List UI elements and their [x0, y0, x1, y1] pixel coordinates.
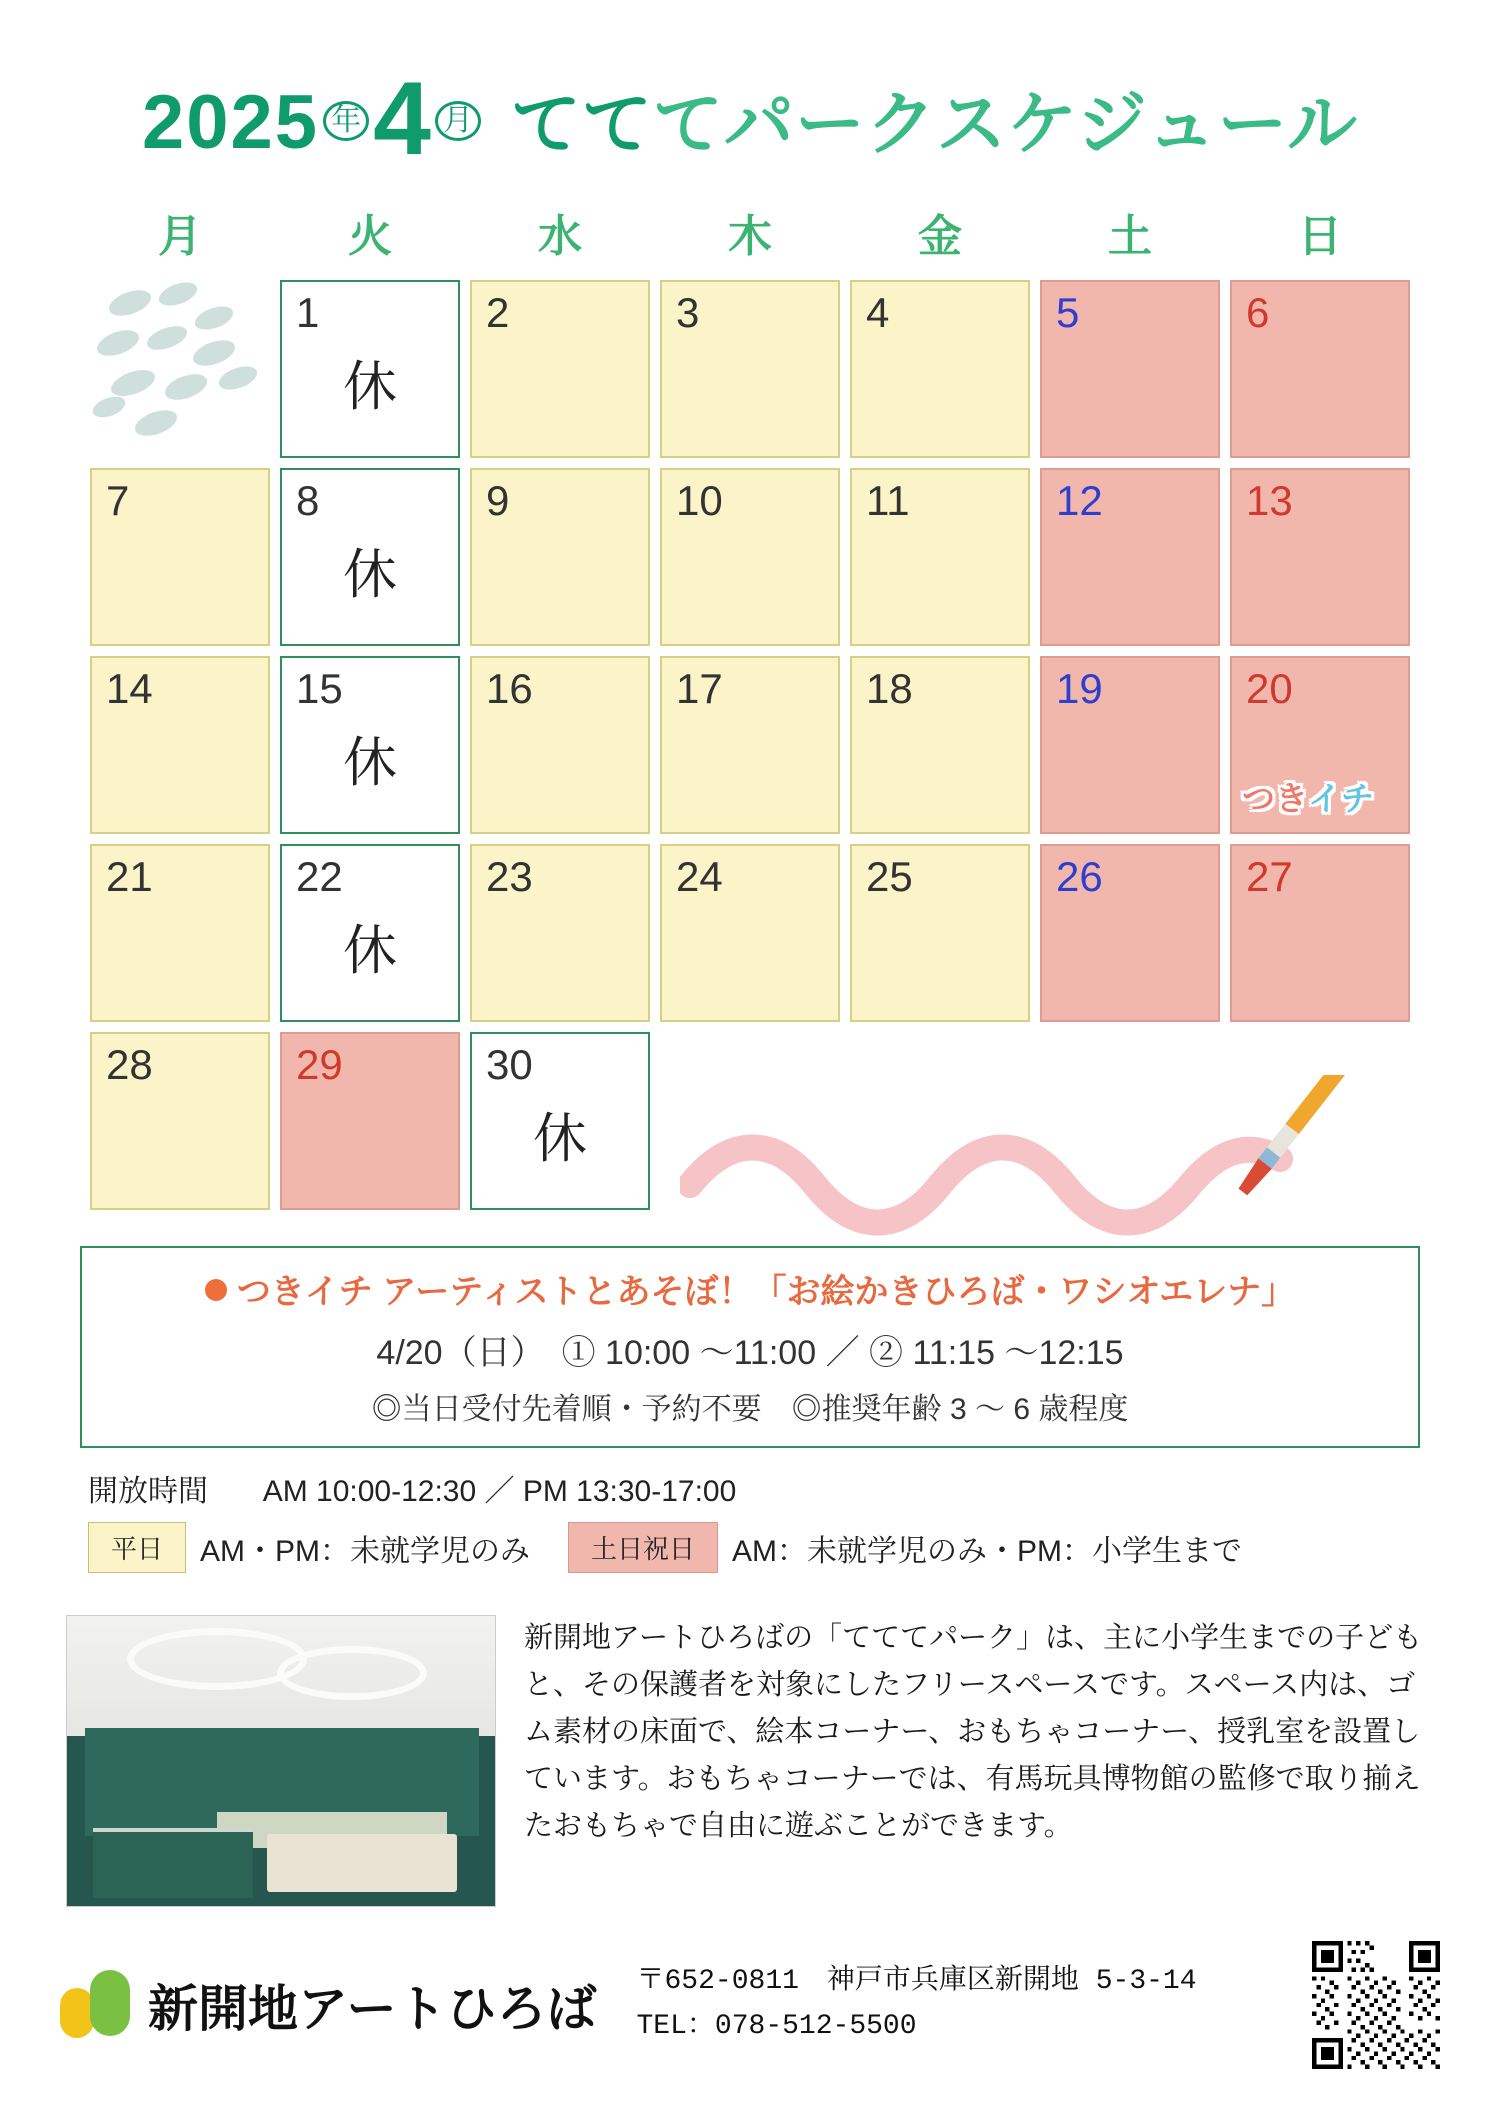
calendar-header-row	[90, 199, 1410, 270]
legend-weekday-note: AM・PM：未就学児のみ	[200, 1534, 531, 1568]
event-times: 4/20（日） ① 10:00 〜11:00 ／ ② 11:15 〜12:15	[376, 1334, 1124, 1372]
calendar-cell	[470, 468, 650, 646]
day-number: 14	[106, 665, 153, 712]
calendar-day-15[interactable]	[280, 656, 460, 834]
calendar-cell	[90, 1032, 270, 1210]
calendar-cell	[90, 280, 270, 458]
day-number: 8	[296, 477, 320, 524]
calendar-day-30[interactable]	[470, 1032, 650, 1210]
day-number: 10	[676, 477, 723, 524]
day-number: 16	[486, 665, 533, 712]
event-title-row	[92, 1264, 1408, 1313]
calendar-cell	[90, 468, 270, 646]
calendar-day-26[interactable]	[1040, 844, 1220, 1022]
day-number: 23	[486, 853, 533, 900]
calendar-day-8[interactable]	[280, 468, 460, 646]
calendar-week-row	[90, 656, 1410, 834]
calendar-day-4[interactable]	[850, 280, 1030, 458]
weekday-header-sun: 日	[1298, 212, 1342, 261]
calendar-day-22[interactable]	[280, 844, 460, 1022]
closed-mark: 休	[343, 545, 397, 605]
logo-leaf-yellow	[60, 1988, 94, 2038]
day-number: 19	[1056, 665, 1103, 712]
calendar-cell	[90, 844, 270, 1022]
calendar-cell	[280, 844, 460, 1022]
calendar-day-3[interactable]	[660, 280, 840, 458]
calendar-day-28[interactable]	[90, 1032, 270, 1210]
calendar-cell	[470, 280, 650, 458]
footer	[0, 1941, 1500, 2069]
tsukiichi-badge: つきイチ	[1242, 780, 1374, 817]
calendar-week-row	[90, 1032, 1410, 1210]
day-number: 3	[676, 289, 700, 336]
calendar-day-16[interactable]	[470, 656, 650, 834]
qr-code-icon	[1312, 1941, 1440, 2069]
calendar-day-2[interactable]	[470, 280, 650, 458]
stone-shape	[106, 285, 155, 321]
calendar-week-row	[90, 844, 1410, 1022]
day-number: 17	[676, 665, 723, 712]
opening-hours	[88, 1466, 1500, 1573]
calendar-cell	[660, 844, 840, 1022]
bullet-dot-icon	[205, 1279, 227, 1301]
legend-holiday-note: AM：未就学児のみ・PM：小学生まで	[732, 1534, 1243, 1568]
calendar-cell	[850, 844, 1030, 1022]
calendar-day-12[interactable]	[1040, 468, 1220, 646]
calendar-week-row	[90, 280, 1410, 458]
event-notes: ◎当日受付先着順・予約不要 ◎推奨年齢 3 〜 6 歳程度	[371, 1393, 1129, 1426]
telephone: TEL：078-512-5500	[636, 2011, 917, 2042]
stone-shape	[132, 405, 181, 441]
calendar-day-27[interactable]	[1230, 844, 1410, 1022]
weekday-header-tue: 火	[348, 212, 392, 261]
calendar-day-10[interactable]	[660, 468, 840, 646]
stone-shape	[144, 321, 190, 354]
calendar-day-19[interactable]	[1040, 656, 1220, 834]
calendar-day-24[interactable]	[660, 844, 840, 1022]
title-month: 4	[373, 61, 431, 177]
hours-row-time	[88, 1466, 1500, 1510]
calendar-day-21[interactable]	[90, 844, 270, 1022]
hours-label: 開放時間	[88, 1475, 208, 1508]
calendar-cell	[90, 656, 270, 834]
calendar-cell	[850, 280, 1030, 458]
calendar-week-row	[90, 468, 1410, 646]
about-section	[0, 1615, 1500, 1907]
day-number: 20	[1246, 665, 1293, 712]
day-number: 13	[1246, 477, 1293, 524]
stone-shape	[162, 369, 211, 405]
day-number: 15	[296, 665, 343, 712]
contact-info	[637, 1960, 1197, 2050]
stone-shape	[94, 325, 143, 361]
day-number: 22	[296, 853, 343, 900]
calendar-day-25[interactable]	[850, 844, 1030, 1022]
calendar-cell	[280, 656, 460, 834]
calendar-day-20[interactable]	[1230, 656, 1410, 834]
title-year-kanji: 年	[323, 101, 369, 141]
calendar-cell	[280, 1032, 460, 1210]
stone-shape	[216, 362, 260, 394]
calendar-cell	[660, 1032, 840, 1210]
calendar-cell	[1230, 468, 1410, 646]
weekday-header-wed: 水	[538, 212, 582, 261]
calendar-cell	[1040, 1032, 1220, 1210]
day-number: 24	[676, 853, 723, 900]
calendar-day-11[interactable]	[850, 468, 1030, 646]
page-title	[0, 0, 1500, 189]
about-description: 新開地アートひろばの「てててパーク」は、主に小学生までの子どもと、その保護者を対象にしたフリースペースです。スペース内は、ゴム素材の床面で、絵本コーナー、おもちゃコーナー、授乳室を設置しています。おもちゃコーナーでは、有馬玩具博物館の監修で取り揃えたおもちゃで自由に遊ぶことができます。	[524, 1622, 1423, 1842]
weekday-header-mon: 月	[158, 212, 202, 261]
postal-address: 〒652-0811 神戸市兵庫区新開地 5-3-14	[636, 1966, 1197, 1998]
calendar-day-29[interactable]	[280, 1032, 460, 1210]
calendar-day-13[interactable]	[1230, 468, 1410, 646]
calendar-day-7[interactable]	[90, 468, 270, 646]
weekday-header-sat: 土	[1108, 212, 1152, 261]
logo-text: 新開地アートひろば	[148, 1981, 597, 2037]
shinkaichi-logo-icon	[60, 1970, 136, 2040]
day-number: 29	[296, 1041, 343, 1088]
day-number: 30	[486, 1041, 533, 1088]
day-number: 27	[1246, 853, 1293, 900]
day-number: 6	[1246, 289, 1270, 336]
closed-mark: 休	[343, 921, 397, 981]
calendar-table	[80, 189, 1420, 1220]
calendar-cell	[1040, 656, 1220, 834]
day-number: 1	[296, 289, 320, 336]
closed-mark: 休	[343, 733, 397, 793]
day-number: 2	[486, 289, 510, 336]
calendar-day-empty	[1040, 1032, 1220, 1210]
calendar-cell	[1230, 656, 1410, 834]
calendar-cell	[280, 280, 460, 458]
day-number: 21	[106, 853, 153, 900]
hours-row-legend	[88, 1522, 1500, 1573]
calendar-day-9[interactable]	[470, 468, 650, 646]
stone-shape	[90, 393, 128, 422]
calendar-day-1[interactable]	[280, 280, 460, 458]
weekday-header-fri: 金	[918, 212, 962, 261]
photo-light-loop-2	[277, 1646, 427, 1700]
day-number: 11	[866, 477, 910, 524]
calendar-cell	[470, 656, 650, 834]
day-number: 26	[1056, 853, 1103, 900]
calendar-cell	[850, 1032, 1030, 1210]
event-title: つきイチ アーティストとあそぼ！「お絵かきひろば・ワシオエレナ」	[236, 1273, 1296, 1311]
event-box	[80, 1246, 1420, 1448]
calendar-body	[90, 280, 1410, 1210]
hours-time: AM 10:00-12:30 ／ PM 13:30-17:00	[262, 1475, 737, 1508]
calendar-cell	[1230, 280, 1410, 458]
title-main-rest: てパークスケジュール	[652, 85, 1359, 163]
calendar-cell	[280, 468, 460, 646]
closed-mark: 休	[533, 1109, 587, 1169]
day-number: 9	[486, 477, 510, 524]
day-number: 18	[866, 665, 913, 712]
calendar-day-5[interactable]	[1040, 280, 1220, 458]
calendar-cell	[850, 656, 1030, 834]
calendar-cell	[660, 468, 840, 646]
calendar-cell	[660, 280, 840, 458]
facility-photo	[66, 1615, 496, 1907]
day-number: 7	[106, 477, 130, 524]
calendar-cell	[1230, 1032, 1410, 1210]
legend-holiday-swatch: 土日祝日	[568, 1522, 718, 1573]
calendar-cell	[1040, 468, 1220, 646]
day-number: 25	[866, 853, 913, 900]
calendar-day-23[interactable]	[470, 844, 650, 1022]
calendar-cell	[1230, 844, 1410, 1022]
day-number: 12	[1056, 477, 1103, 524]
title-year: 2025	[141, 80, 320, 165]
title-month-kanji: 月	[435, 101, 481, 141]
calendar-day-empty	[90, 280, 270, 458]
title-main	[511, 85, 1358, 163]
stone-shape	[192, 302, 236, 334]
stones-decoration	[90, 280, 270, 458]
calendar-day-empty	[660, 1032, 840, 1210]
calendar	[0, 189, 1500, 1220]
calendar-day-empty	[850, 1032, 1030, 1210]
legend-weekday-swatch: 平日	[88, 1522, 186, 1573]
photo-bench	[267, 1834, 457, 1892]
calendar-day-17[interactable]	[660, 656, 840, 834]
logo-leaf-green	[90, 1970, 130, 2036]
stone-shape	[190, 335, 239, 371]
day-number: 5	[1056, 289, 1080, 336]
calendar-cell	[1040, 280, 1220, 458]
calendar-day-empty	[1230, 1032, 1410, 1210]
day-number: 28	[106, 1041, 153, 1088]
calendar-cell	[660, 656, 840, 834]
calendar-cell	[1040, 844, 1220, 1022]
calendar-day-6[interactable]	[1230, 280, 1410, 458]
calendar-cell	[850, 468, 1030, 646]
stone-shape	[156, 278, 200, 310]
calendar-cell	[470, 1032, 650, 1210]
closed-mark: 休	[343, 357, 397, 417]
weekday-header-thu: 木	[728, 212, 772, 261]
title-main-bold: てて	[510, 85, 653, 163]
calendar-cell	[470, 844, 650, 1022]
day-number: 4	[866, 289, 890, 336]
photo-bookshelf	[93, 1828, 253, 1898]
calendar-day-14[interactable]	[90, 656, 270, 834]
calendar-day-18[interactable]	[850, 656, 1030, 834]
